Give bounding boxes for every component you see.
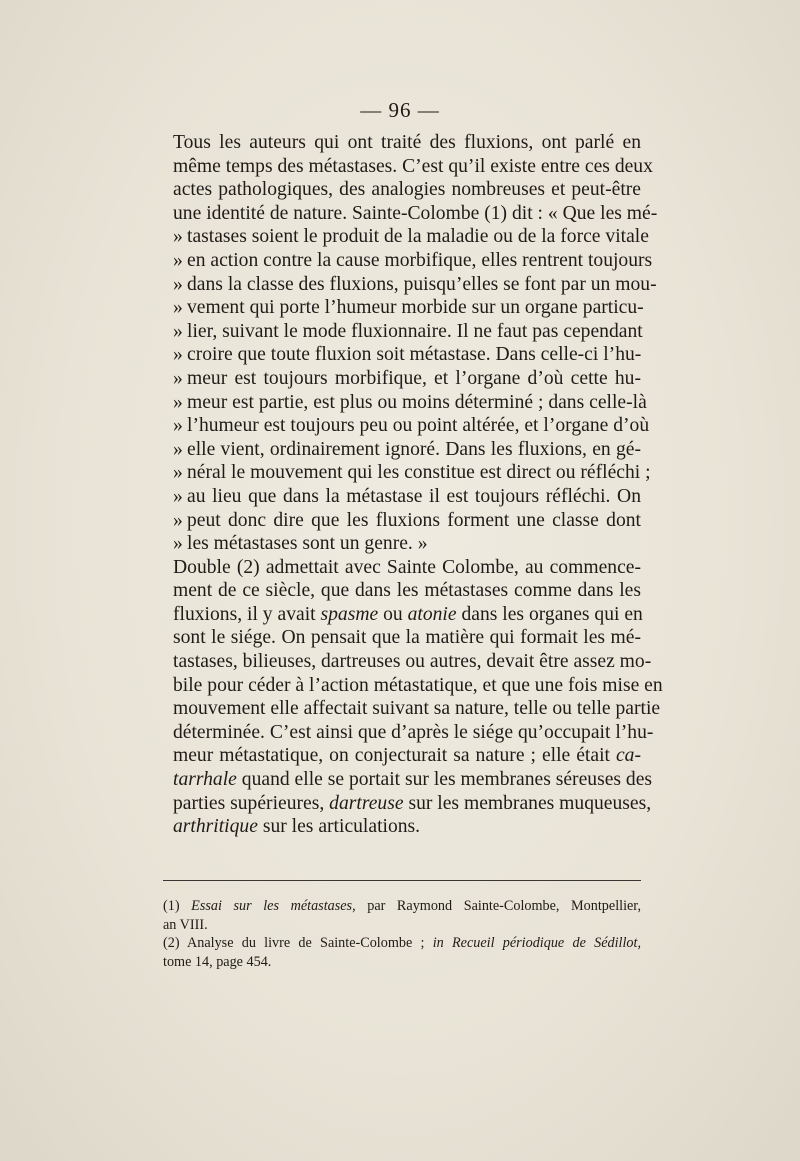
quote-line [173,343,641,367]
italic-term: tarrhale [173,769,237,791]
footnote-text: Analyse du livre de Sainte-Colombe ; [179,935,433,951]
quote-line [173,532,641,556]
text-segment: sur les articulations. [257,816,421,838]
quote-line [173,485,641,509]
quote-mark: » [173,367,183,389]
quote-text: peut donc dire que les fluxions forment une classe dont [187,509,641,531]
text-line: déterminée. C’est ainsi que d’après le siége qu’occupait l’hu- [173,721,654,743]
text-line: bile pour céder à l’action métastatique, et que une fois mise en [173,674,663,696]
quote-line [173,461,651,485]
italic-term: spasme [320,603,379,625]
footnote-2 [163,934,641,953]
text-line: ment de ce siècle, que dans les métastases comme dans les [173,580,641,602]
quote-mark: » [173,226,183,248]
footnote-title: in Recueil périodique de Sédillot [432,935,638,951]
body-text [173,131,663,839]
quote-mark: » [173,344,183,366]
text-line: Double (2) admettait avec Sainte Colombe, au commence- [173,556,641,578]
quote-text: lier, suivant le mode fluxionnaire. Il ne faut pas cependant [187,320,643,342]
quote-mark: » [173,415,183,437]
text-segment: dans les organes qui en [456,603,643,625]
footnote-divider [163,880,641,881]
page-number: — 96 — [360,98,440,122]
quote-text: au lieu que dans la métastase il est toujours réfléchi. On [187,485,641,507]
footnote-1 [163,897,641,916]
quote-text: meur est toujours morbifique, et l’organe d’où cette hu- [187,367,641,389]
text-line: mouvement elle affectait suivant sa nature, telle ou telle partie [173,698,661,720]
text-line [173,744,641,768]
text-segment: ou [378,603,408,625]
quote-mark: » [173,438,183,460]
text-line: tastases, bilieuses, dartreuses ou autres, devait être assez mo- [173,651,652,673]
quote-text: tastases soient le produit de la maladie ou de la force vitale [187,226,649,248]
quote-line [173,391,647,415]
quote-mark: » [173,462,183,484]
quote-text: en action contre la cause morbifique, elles rentrent toujours [187,249,653,271]
text-segment: parties supérieures, [173,792,330,814]
quote-mark: » [173,273,183,295]
text-line: même temps des métastases. C’est qu’il existe entre ces deux [173,155,653,177]
text-line [173,768,653,792]
quote-line [173,320,641,344]
quote-mark: » [173,391,183,413]
text-line: actes pathologiques, des analogies nombreuses et peut-être [173,179,641,201]
text-line [173,603,641,627]
quote-text: les métastases sont un genre. » [187,533,428,555]
italic-term: atonie [407,603,457,625]
quote-text: l’humeur est toujours peu ou point altérée, et l’organe d’où [187,415,650,437]
footnote-2-continuation: tome 14, page 454. [163,953,272,970]
quote-text: vement qui porte l’humeur morbide sur un organe particu- [187,297,644,319]
text-line [173,815,641,839]
text-segment: meur métastatique, on conjecturait sa nature ; elle était [173,745,610,767]
footnote-number: (1) [163,898,180,914]
quote-text: elle vient, ordinairement ignoré. Dans les fluxions, en gé- [187,438,641,460]
footnote-number: (2) [163,935,180,951]
quote-mark: » [173,509,183,531]
quote-text: croire que toute fluxion soit métastase. Dans celle-ci l’hu- [187,344,642,366]
quote-text: néral le mouvement qui les constitue est direct ou réfléchi ; [187,462,651,484]
quote-line [173,367,641,391]
text-line: Tous les auteurs qui ont traité des fluxions, ont parlé en [173,132,641,153]
italic-term: ca- [615,745,641,767]
text-segment: fluxions, il y avait [173,603,321,625]
quote-mark: » [173,485,183,507]
italic-term: arthritique [173,816,258,838]
quote-mark: » [173,249,183,271]
footnote-text: , par Raymond Sainte-Colombe, Montpellier, [352,898,642,914]
text-segment: quand elle se portait sur les membranes séreuses des [236,769,653,791]
quote-mark: » [173,320,183,342]
quote-line [173,414,650,438]
italic-term: dartreuse [329,792,404,814]
quote-line [173,249,653,273]
quote-line [173,438,641,462]
footnote-text: , [637,935,642,951]
quote-line [173,273,657,297]
footnote-title: Essai sur les métastases [191,898,353,914]
footnotes [163,897,641,971]
quote-line [173,225,649,249]
quote-mark: » [173,533,183,555]
quote-line [173,296,644,320]
quote-text: dans la classe des fluxions, puisqu’elles se font par un mou- [187,273,657,295]
quote-text: meur est partie, est plus ou moins déterminé ; dans celle-là [187,391,647,413]
text-line [173,792,652,816]
footnote-1-continuation: an VIII. [163,916,208,933]
quote-mark: » [173,297,183,319]
text-line: une identité de nature. Sainte-Colombe (1) dit : « Que les mé- [173,202,658,224]
text-line: sont le siége. On pensait que la matière qui formait les mé- [173,627,641,649]
text-segment: sur les membranes muqueuses, [403,792,652,814]
quote-line [173,509,641,533]
